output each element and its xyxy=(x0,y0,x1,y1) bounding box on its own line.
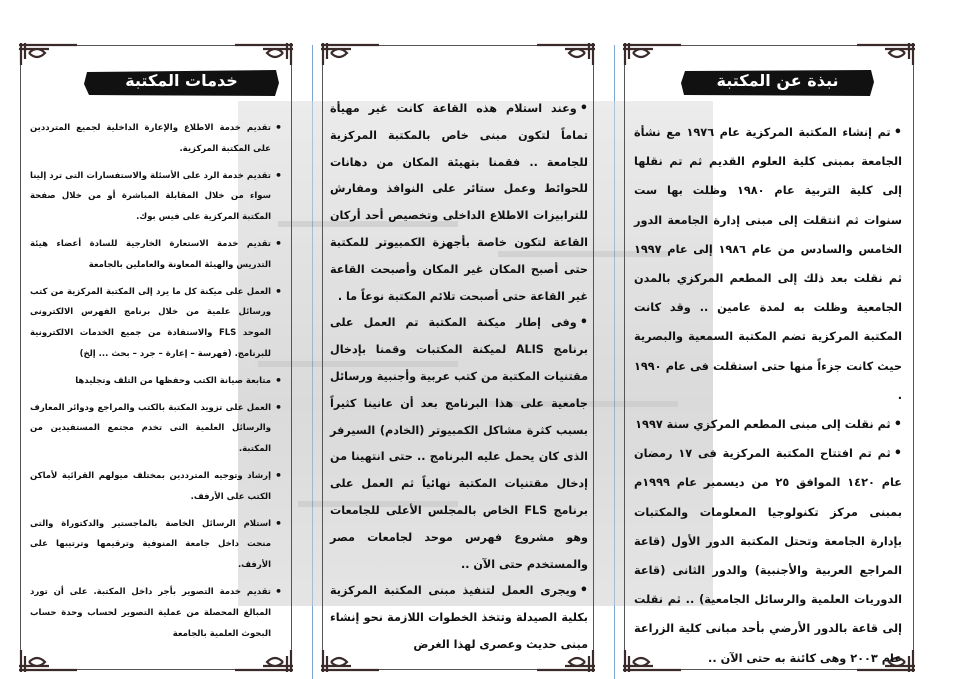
paragraph: •تم إنشاء المكتبة المركزية عام ١٩٧٦ مع نشأة الجامعة بمبنى كلية العلوم القديم ثم تم نقلها إلى كلية التربية عام ١٩٨٠ وظلت بها ست سنوات ثم انتقلت إلى مبنى إدارة الجامعة الدور الخامس والسادس من عام ١٩٨٦ إلى عام ١٩٩٧ ثم نقلت بعد ذلك إلى المطعم المركزي بالمدن الجامعية وظلت به لمدة عامين .. وقد كانت المكتبة المركزية تضم المكتبة السمعية والبصرية حيث كانت جزءاً منها حتى استقلت فى عام ١٩٩٠ . xyxy=(634,125,902,402)
paragraph: •ويجرى العمل لتنفيذ مبنى المكتبة المركزية بكلية الصيدلة وتتخذ الخطوات اللازمة نحو إنشاء مبنى حديث وعصرى لهذا الغرض xyxy=(330,583,588,651)
paragraph: •وفى إطار ميكنة المكتبة تم العمل على برنامج ALIS لميكنة المكتبات وقمنا بإدخال مقتنيات المكتبة من كتب عربية وأجنبية ورسائل جامعية على هذا البرنامج بعد أن عانينا كثيراً بسبب كثرة مشاكل الكمبيوتر (الخادم) السيرفر الذى كان يحمل عليه البرنامج .. حتى انتهينا من إدخال مقتنيات المكتبة نهائياً ثم العمل على برنامج FLS الخاص بالمجلس الأعلى للجامعات وهو مشروع فهرس موحد لجامعات مصر والمستخدم حتى الآن .. xyxy=(330,315,588,571)
list-item: • متابعة صيانة الكتب وحفظها من التلف وتجليدها xyxy=(30,371,282,392)
list-item: • العمل على ميكنة كل ما يرد إلى المكتبة المركزية من كتب ورسائل علمية من خلال برنامج الفهرس الالكترونى الموحد FLS والاستفادة من جميع الخدمات الالكترونية للبرنامج. (فهرسة – إعارة – جرد – بحث ... إلخ) xyxy=(30,282,282,365)
paragraph: •ثم تم افتتاح المكتبة المركزية فى ١٧ رمضان عام ١٤٢٠ الموافق ٢٥ من ديسمبر عام ١٩٩٩م بمبنى مركز تكنولوجيا المعلومات والمكتبات بإدارة الجامعة وتحتل المكتبة الدور الأول (قاعة المراجع العربية والأجنبية) والدور الثانى (قاعة الدوريات العلمية والرسائل الجامعية) .. ثم نقلت إلى قاعة بالدور الأرضي بأحد مبانى كلية الزراعة عام ٢٠٠٣ وهى كائنة به حتى الآن .. xyxy=(634,446,902,665)
services-title-banner xyxy=(83,68,280,98)
services-title: خدمات المكتبة xyxy=(125,71,238,90)
list-item: • إرشاد وتوجيه المترددين بمختلف ميولهم القرائية لأماكن الكتب على الأرفف. xyxy=(30,466,282,508)
list-item: • العمل على تزويد المكتبة بالكتب والمراجع ودوائر المعارف والرسائل العلمية التى تخدم مجتمع المستفيدين من المكتبة. xyxy=(30,398,282,460)
list-item: • تقديم خدمة الاستعارة الخارجية للسادة أعضاء هيئة التدريس والهيئة المعاونة والعاملين بالجامعة xyxy=(30,234,282,276)
paragraph: •وعند استلام هذه القاعة كانت غير مهيأة تماماً لتكون مبنى خاص بالمكتبة المركزية للجامعة .. فقمنا بتهيئة المكان من دهانات للحوائط وعمل ستائر على النوافذ ومفارش للترابيزات الاطلاع الداخلى وتخصيص أحد أركان القاعة لتكون خاصة بأجهزة الكمبيوتر للمكتبة حتى أصبح المكان غير المكان وأصبحت القاعة غير القاعة حتى أصبحت تلائم المكتبة نوعاً ما . xyxy=(330,101,588,303)
middle-text xyxy=(330,96,588,659)
about-title: نبذة عن المكتبة xyxy=(716,71,839,90)
paragraph: •ثم نقلت إلى مبنى المطعم المركزي سنة ١٩٩٧ xyxy=(635,417,902,433)
about-title-banner xyxy=(680,68,875,98)
about-text xyxy=(634,118,902,673)
list-item: • استلام الرسائل الخاصة بالماجستير والدكتوراة والتى منحت داخل جامعة المنوفية وترقيمها وترتيبها على الأرفف. xyxy=(30,514,282,576)
list-item: • تقديم خدمة التصوير بأجر داخل المكتبة. على أن تورد المبالغ المحصلة من عملية التصوير لحساب وحدة حساب البحوث العلمية بالجامعة xyxy=(30,582,282,644)
services-list xyxy=(30,118,282,650)
list-item: • تقديم خدمة الرد على الأسئلة والاستفسارات التى ترد إلينا سواء من خلال المقابلة المباشرة أو من خلال صفحة المكتبة المركزية على فيس بوك. xyxy=(30,166,282,228)
list-item: • تقديم خدمة الاطلاع والإعارة الداخلية لجميع المترددين على المكتبة المركزية. xyxy=(30,118,282,160)
